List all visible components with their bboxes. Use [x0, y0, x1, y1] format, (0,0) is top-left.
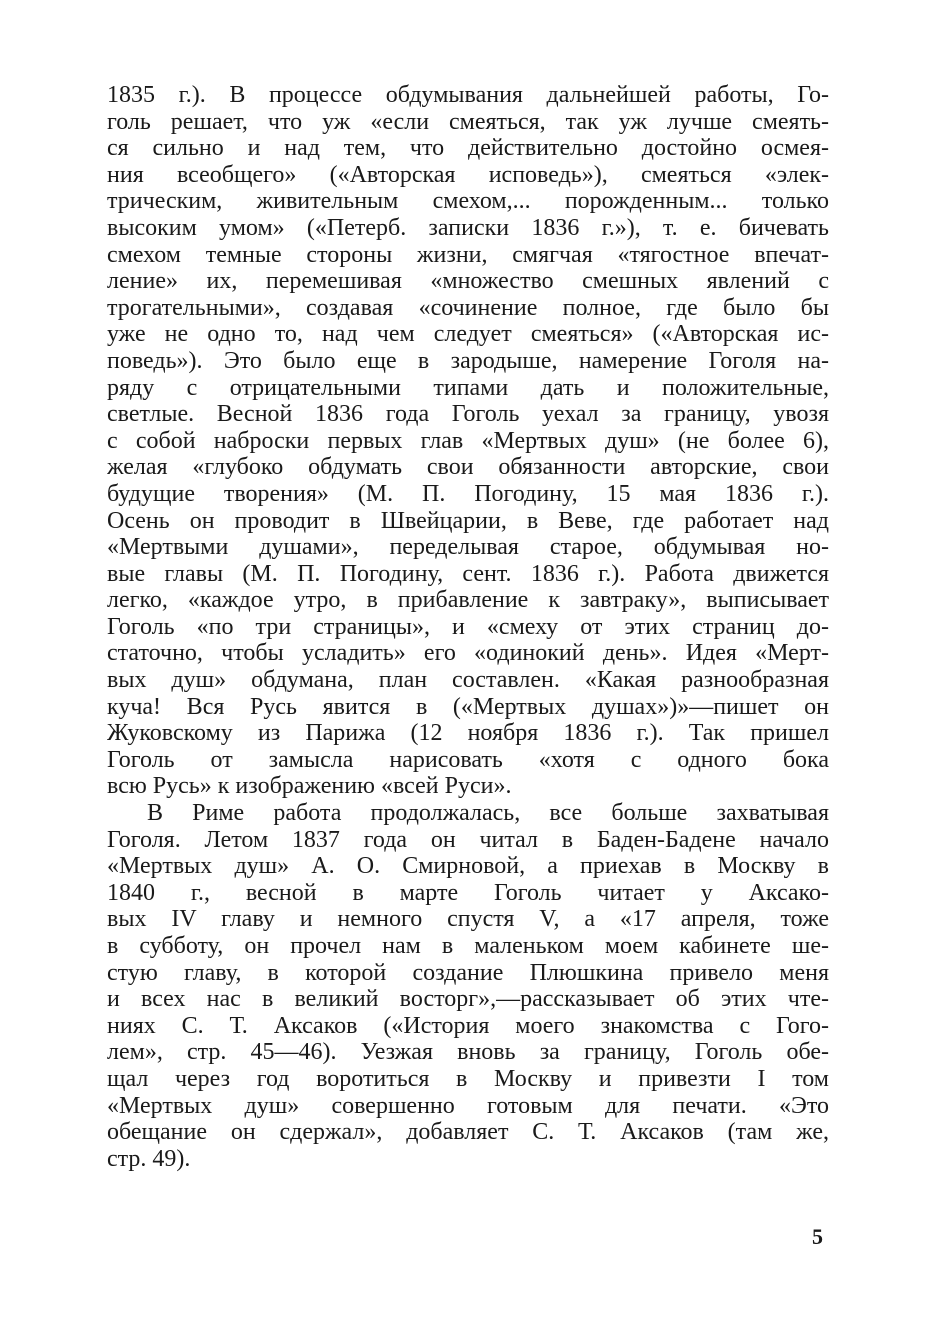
text-line: 1840 г., весной в марте Гоголь читает у Аксако- — [107, 879, 829, 906]
text-line: и всех нас в великий восторг»,—рассказывает об этих чте- — [107, 986, 829, 1013]
text-line: Осень он проводит в Швейцарии, в Веве, где работает над — [107, 507, 829, 534]
text-line: щал через год воротиться в Москву и привезти I том — [107, 1065, 829, 1092]
text-line: Жуковскому из Парижа (12 ноября 1836 г.). Так пришел — [107, 720, 829, 747]
text-line: уже не одно то, над чем следует смеяться» («Авторская ис- — [107, 321, 829, 348]
text-line: вых IV главу и немного спустя V, а «17 апреля, тоже — [107, 906, 829, 933]
text-line: обещание он сдержал», добавляет С. Т. Аксаков (там же, — [107, 1119, 829, 1146]
text-line: ния всеобщего» («Авторская исповедь»), смеяться «элек- — [107, 161, 829, 188]
text-line: с собой наброски первых глав «Мертвых душ» (не более 6), — [107, 427, 829, 454]
text-line: стр. 49). — [107, 1145, 191, 1172]
text-line: Гоголя. Летом 1837 года он читал в Баден-Бадене начало — [107, 826, 829, 853]
text-line: трическим, живительным смехом,... порожденным... только — [107, 188, 829, 215]
text-line: светлые. Весной 1836 года Гоголь уехал за границу, увозя — [107, 401, 829, 428]
text-line: «Мертвых душ» совершенно готовым для печати. «Это — [107, 1092, 829, 1119]
text-line: желая «глубоко обдумать свои обязанности авторские, свои — [107, 454, 829, 481]
text-line: статочно, чтобы усладить» его «одинокий день». Идея «Мерт- — [107, 640, 829, 667]
text-line: вые главы (М. П. Погодину, сент. 1836 г.). Работа движется — [107, 560, 829, 587]
text-line: 1835 г.). В процессе обдумывания дальнейшей работы, Го- — [107, 82, 829, 108]
text-line: «Мертвыми душами», переделывая старое, обдумывая но- — [107, 534, 829, 561]
text-line: смехом темные стороны жизни, смягчая «тягостное впечат- — [107, 241, 829, 268]
text-line: ся сильно и над тем, что действительно достойно осмея- — [107, 135, 829, 162]
page-number: 5 — [812, 1224, 823, 1249]
text-line: ниях С. Т. Аксаков («История моего знакомства с Гого- — [107, 1012, 829, 1039]
text-line: поведь»). Это было еще в зародыше, намерение Гоголя на- — [107, 347, 829, 374]
text-line: легко, «каждое утро, в прибавление к завтраку», выписывает — [107, 587, 829, 614]
main-text — [107, 82, 829, 1172]
text-line: всю Русь» к изображению «всей Руси». — [107, 773, 512, 800]
text-line: ряду с отрицательными типами дать и положительные, — [107, 374, 829, 401]
text-line: трогательными», создавая «сочинение полное, где было бы — [107, 294, 829, 321]
text-line: стую главу, в которой создание Плюшкина привело меня — [107, 959, 829, 986]
text-line: в субботу, он прочел нам в маленьком моем кабинете ше- — [107, 933, 829, 959]
text-line: вых душ» обдумана, план составлен. «Какая разнообразная — [107, 667, 829, 694]
text-line: голь решает, что уж «если смеяться, так уж лучше смеять- — [107, 108, 829, 135]
text-line: куча! Вся Русь явится в («Мертвых душах»)»—пишет он — [107, 693, 829, 720]
text-line: В Риме работа продолжалась, все больше захватывая — [147, 800, 829, 827]
text-line: «Мертвых душ» А. О. Смирновой, а приехав в Москву в — [107, 853, 829, 880]
text-line: ление» их, перемешивая «множество смешных явлений с — [107, 268, 829, 295]
text-line: Гоголь «по три страницы», и «смеху от этих страниц до- — [107, 613, 829, 640]
paragraph-2 — [107, 800, 829, 1172]
text-line: Гоголь от замысла нарисовать «хотя с одного бока — [107, 746, 829, 773]
text-line: высоким умом» («Петерб. записки 1836 г.»), т. е. бичевать — [107, 214, 829, 241]
text-line: будущие творения» (М. П. Погодину, 15 мая 1836 г.). — [107, 480, 829, 507]
paragraph-1 — [107, 82, 829, 800]
text-line: лем», стр. 45—46). Уезжая вновь за границу, Гоголь обе- — [107, 1039, 829, 1066]
